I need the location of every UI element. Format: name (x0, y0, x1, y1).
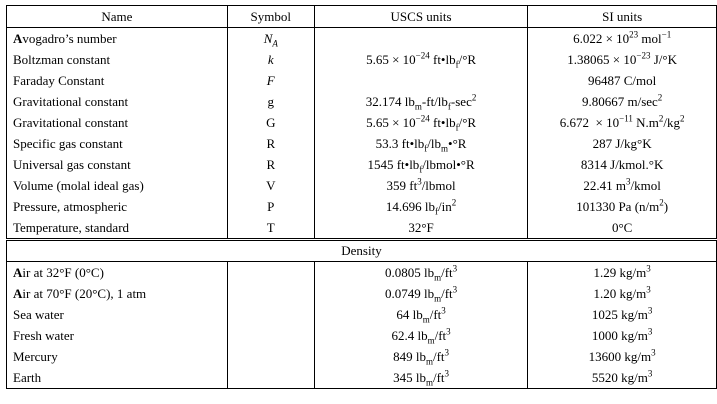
constant-symbol: $N_A$ (227, 28, 314, 50)
density-si-value: 1025 $kg/m^3$ (528, 304, 717, 325)
density-uscs-value: 345 $lb_m/ft^3$ (314, 367, 527, 389)
constant-row (7, 154, 717, 175)
constant-symbol: R (227, 133, 314, 154)
density-si-value: 1.29 $kg/m^3$ (528, 262, 717, 284)
constant-symbol: R (227, 154, 314, 175)
constant-si-value: 96487 C/mol (528, 70, 717, 91)
constant-name: Gravitational constant (7, 112, 228, 133)
constant-si-value: $6.672 \times 10^{-11}$ $N.m^2/kg^2$ (528, 112, 717, 133)
header-si: SI units (528, 6, 717, 28)
constant-row (7, 28, 717, 50)
header-symbol: Symbol (227, 6, 314, 28)
constant-uscs-value: 359 $ft^3$/lbmol (314, 175, 527, 196)
density-symbol (227, 262, 314, 284)
constant-symbol: T (227, 217, 314, 240)
density-row (7, 283, 717, 304)
density-si-value: 1000 $kg/m^3$ (528, 325, 717, 346)
constant-symbol: g (227, 91, 314, 112)
constant-uscs-value: 32°F (314, 217, 527, 240)
constant-si-value: 8314 J/kmol.°K (528, 154, 717, 175)
density-uscs-value: 0.0805 $lb_m/ft^3$ (314, 262, 527, 284)
density-symbol (227, 346, 314, 367)
constant-si-value: $6.022 \times 10^{23}$ mol$^{-1}$ (528, 28, 717, 50)
constant-name: Specific gas constant (7, 133, 228, 154)
constant-uscs-value: 14.696 $lb_f/in^2$ (314, 196, 527, 217)
density-si-value: 13600 $kg/m^3$ (528, 346, 717, 367)
constant-si-value: 22.41 $m^3$/kmol (528, 175, 717, 196)
constant-name: Boltzman constant (7, 49, 228, 70)
constant-symbol: k (227, 49, 314, 70)
constant-symbol: P (227, 196, 314, 217)
constant-si-value: 287 J/kg°K (528, 133, 717, 154)
density-symbol (227, 283, 314, 304)
constant-row (7, 49, 717, 70)
constant-name: Gravitational constant (7, 91, 228, 112)
header-name: Name (7, 6, 228, 28)
constants-table (6, 5, 717, 389)
density-name: Fresh water (7, 325, 228, 346)
constant-si-value: $1.38065 \times 10^{-23}$ J/°K (528, 49, 717, 70)
constant-symbol: G (227, 112, 314, 133)
constants-body (7, 28, 717, 240)
constant-name: Pressure, atmospheric (7, 196, 228, 217)
constant-name: Avogadro’s number (7, 28, 228, 50)
density-uscs-value: 62.4 $lb_m/ft^3$ (314, 325, 527, 346)
density-symbol (227, 367, 314, 389)
density-name: Air at 32°F (0°C) (7, 262, 228, 284)
header-row (7, 6, 717, 28)
density-name: Mercury (7, 346, 228, 367)
constant-name: Universal gas constant (7, 154, 228, 175)
density-symbol (227, 304, 314, 325)
density-name: Air at 70°F (20°C), 1 atm (7, 283, 228, 304)
density-uscs-value: 64 $lb_m/ft^3$ (314, 304, 527, 325)
constant-row (7, 196, 717, 217)
density-section-title: Density (7, 240, 717, 262)
density-uscs-value: 849 $lb_m/ft^3$ (314, 346, 527, 367)
density-name: Earth (7, 367, 228, 389)
constant-uscs-value: $5.65 \times 10^{-24}$ $ft•lb_f/^\circ R$ (314, 112, 527, 133)
density-row (7, 262, 717, 284)
constant-row (7, 133, 717, 154)
density-uscs-value: 0.0749 $lb_m/ft^3$ (314, 283, 527, 304)
constant-si-value: 0°C (528, 217, 717, 240)
constant-symbol: F (227, 70, 314, 91)
density-body (7, 240, 717, 389)
constant-row (7, 70, 717, 91)
density-row (7, 304, 717, 325)
density-row (7, 346, 717, 367)
constant-name: Faraday Constant (7, 70, 228, 91)
constant-row (7, 217, 717, 240)
constant-row (7, 91, 717, 112)
density-si-value: 5520 $kg/m^3$ (528, 367, 717, 389)
constants-table-container (6, 5, 717, 389)
constant-uscs-value: $5.65 \times 10^{-24}$ $ft•lb_f/^\circ R$ (314, 49, 527, 70)
constant-uscs-value: 32.174 $lb_m-ft/lb_f-\sec^2$ (314, 91, 527, 112)
constant-uscs-value: 1545 $ft•lb_f/lbmol•^\circ R$ (314, 154, 527, 175)
density-symbol (227, 325, 314, 346)
density-section-row (7, 240, 717, 262)
density-row (7, 325, 717, 346)
constant-symbol: V (227, 175, 314, 196)
density-row (7, 367, 717, 389)
constant-uscs-value (314, 70, 527, 91)
constant-row (7, 112, 717, 133)
constant-si-value: 9.80667 $m/\sec^2$ (528, 91, 717, 112)
constant-row (7, 175, 717, 196)
header-uscs: USCS units (314, 6, 527, 28)
constant-name: Volume (molal ideal gas) (7, 175, 228, 196)
density-si-value: 1.20 $kg/m^3$ (528, 283, 717, 304)
density-name: Sea water (7, 304, 228, 325)
constant-uscs-value: 53.3 $ft•lb_f/lb_m•^\circ R$ (314, 133, 527, 154)
constant-uscs-value (314, 28, 527, 50)
constant-name: Temperature, standard (7, 217, 228, 240)
constant-si-value: 101330 Pa $(n/m^2)$ (528, 196, 717, 217)
